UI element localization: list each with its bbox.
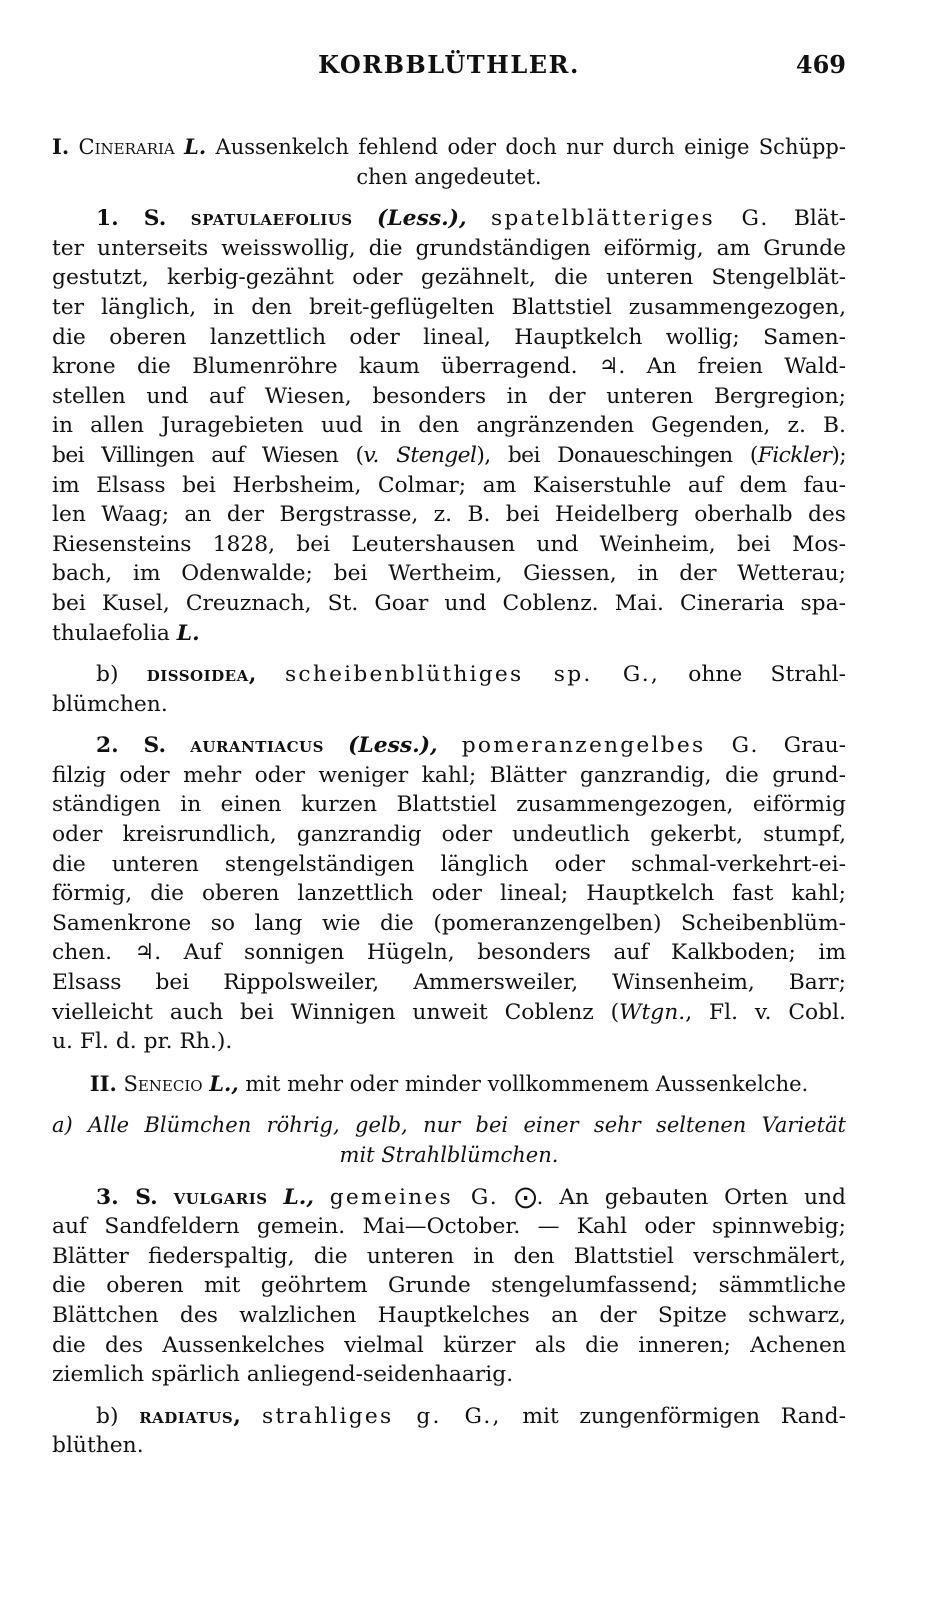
collector-name: Fickler [757,442,832,468]
species-author: L. [176,620,200,646]
page-header [52,50,846,90]
variety-common-name: strahliges g. G., [262,1403,502,1429]
variety-common-name: scheibenblüthiges sp. G., [285,662,660,688]
species-number: 3. S. [96,1184,158,1210]
section-description-cont: chen angedeutet. [356,164,542,189]
text-fragment: An gebauten Orten und [559,1184,846,1210]
variety-name: dissoidea, [146,662,257,688]
text-line: blümchen. [52,691,168,717]
variety-name: radiatus, [139,1403,242,1429]
text-line: Blättchen des walzlichen Hauptkelches an der Spitze schwarz, [52,1302,846,1328]
text-fragment: ); [831,442,846,468]
text-line: ziemlich spärlich anliegend-seidenhaarig. [52,1362,514,1388]
species-entry-aurantiacus [52,731,846,1057]
collector-name: v. Stengel [363,442,477,468]
text-line: auf Sandfeldern gemein. Mai—October. — Kahl oder spinnwebig; [52,1214,846,1240]
text-line: ter länglich, in den breit-geflügelten Blattstiel zusammengezogen, [52,294,846,320]
text-fragment: ohne Strahl- [688,662,846,688]
text-line [52,441,846,471]
section-description: mit mehr oder minder vollkommenem Aussenkelche. [245,1071,809,1096]
text-fragment: ), bei Donaueschingen ( [476,442,758,468]
species-common-name: pomeranzengelbes G. [461,733,760,759]
text-line: oder kreisrundlich, ganzrandig oder undeutlich gekerbt, stumpf, [52,822,846,848]
species-entry-vulgaris [52,1183,846,1390]
species-author: (Less.), [377,206,467,232]
text-line: die unteren stengelständigen länglich oder schmal-verkehrt-ei- [52,851,846,877]
text-line: förmig, die oberen lanzettlich oder lineal; Hauptkelch fast kahl; [52,881,846,907]
variety-label: b) [96,662,119,688]
text-line: blüthen. [52,1433,144,1459]
text-line: die des Aussenkelches vielmal kürzer als die inneren; Achenen [52,1332,846,1358]
genus-author: L. [184,134,207,159]
text-line: filzig oder mehr oder weniger kahl; Blätter ganzrandig, die grund- [52,762,846,788]
variety-entry-dissoidea [52,660,846,719]
species-number: 2. S. [96,733,167,759]
text-line: krone die Blumenröhre kaum überragend. ♃. An freien Wald- [52,354,846,380]
text-line [52,998,846,1028]
species-name: spatulaefolius [190,206,353,232]
section-numeral: II. [89,1070,117,1096]
text-line: Samenkrone so lang wie die (pomeranzengelben) Scheibenblüm- [52,910,846,936]
species-author: (Less.), [348,733,438,759]
section-heading-cineraria [52,132,846,192]
section-heading-senecio [52,1069,846,1100]
text-line: die oberen lanzettlich oder lineal, Hauptkelch wollig; Samen- [52,324,846,350]
species-name: aurantiacus [190,733,324,759]
species-author: L., [283,1184,314,1210]
text-fragment: bei Villingen auf Wiesen ( [52,442,364,468]
text-line: Riesensteins 1828, bei Leutershausen und Weinheim, bei Mos- [52,531,846,557]
page-number: 469 [795,50,846,79]
genus-name: Senecio [123,1071,203,1096]
text-fragment: , Fl. v. Cobl. [685,999,846,1025]
text-line: bach, im Odenwalde; bei Wertheim, Giessen, in der Wetterau; [52,561,846,587]
species-common-name: spatelblätteriges G. [490,206,770,232]
text-line: ständigen in einen kurzen Blattstiel zusammengezogen, eiförmig [52,792,846,818]
text-fragment: thulaefolia [52,620,170,646]
subsection-heading [52,1111,846,1170]
text-fragment: mit zungenförmigen Rand- [522,1403,846,1429]
text-line: im Elsass bei Herbsheim, Colmar; am Kaiserstuhle auf dem fau- [52,472,846,498]
section-numeral: I. [52,134,70,159]
text-line: in allen Juragebieten uud in den angränzenden Gegenden, z. B. [52,413,846,439]
text-line: Grau- [783,733,847,759]
genus-name: Cineraria [78,135,175,159]
text-line: ter unterseits weisswollig, die grundständigen eiförmig, am Grunde [52,235,846,261]
variety-entry-radiatus [52,1402,846,1461]
variety-label: b) [96,1403,119,1429]
text-line: chen. ♃. Auf sonnigen Hügeln, besonders auf Kalkboden; im [52,940,846,966]
collector-name: Wtgn. [619,999,686,1025]
page-body [52,132,846,1461]
text-line: gestutzt, kerbig-gezähnt oder gezähnelt, die unteren Stengelblät- [52,265,846,291]
subsection-line: mit Strahlblümchen. [339,1143,559,1167]
genus-author: L., [209,1070,239,1096]
annual-symbol: ⨀. [514,1184,544,1210]
running-title: KORBBLÜTHLER. [318,50,580,79]
subsection-line: a) Alle Blümchen röhrig, gelb, nur bei einer sehr seltenen Varietät [52,1113,846,1138]
species-name: vulgaris [173,1184,268,1210]
text-line: Blätter fiederspaltig, die unteren in den Blattstiel verschmälert, [52,1243,846,1269]
section-description: Aussenkelch fehlend oder doch nur durch einige Schüpp- [215,135,846,159]
species-entry-spatulaefolius [52,204,846,648]
text-line: Blät- [793,206,846,232]
text-line: bei Kusel, Creuznach, St. Goar und Coblenz. Mai. Cineraria spa- [52,590,846,616]
text-line: stellen und auf Wiesen, besonders in der unteren Bergregion; [52,383,846,409]
species-common-name: gemeines G. [329,1184,499,1210]
text-fragment: vielleicht auch bei Winnigen unweit Coblenz ( [52,999,620,1025]
text-line: len Waag; an der Bergstrasse, z. B. bei Heidelberg oberhalb des [52,502,846,528]
species-number: 1. S. [96,206,167,232]
text-line [52,619,846,649]
text-line: u. Fl. d. pr. Rh.). [52,1029,233,1055]
text-line: die oberen mit geöhrtem Grunde stengelumfassend; sämmtliche [52,1273,846,1299]
text-line: Elsass bei Rippolsweiler, Ammersweiler, Winsenheim, Barr; [52,970,846,996]
